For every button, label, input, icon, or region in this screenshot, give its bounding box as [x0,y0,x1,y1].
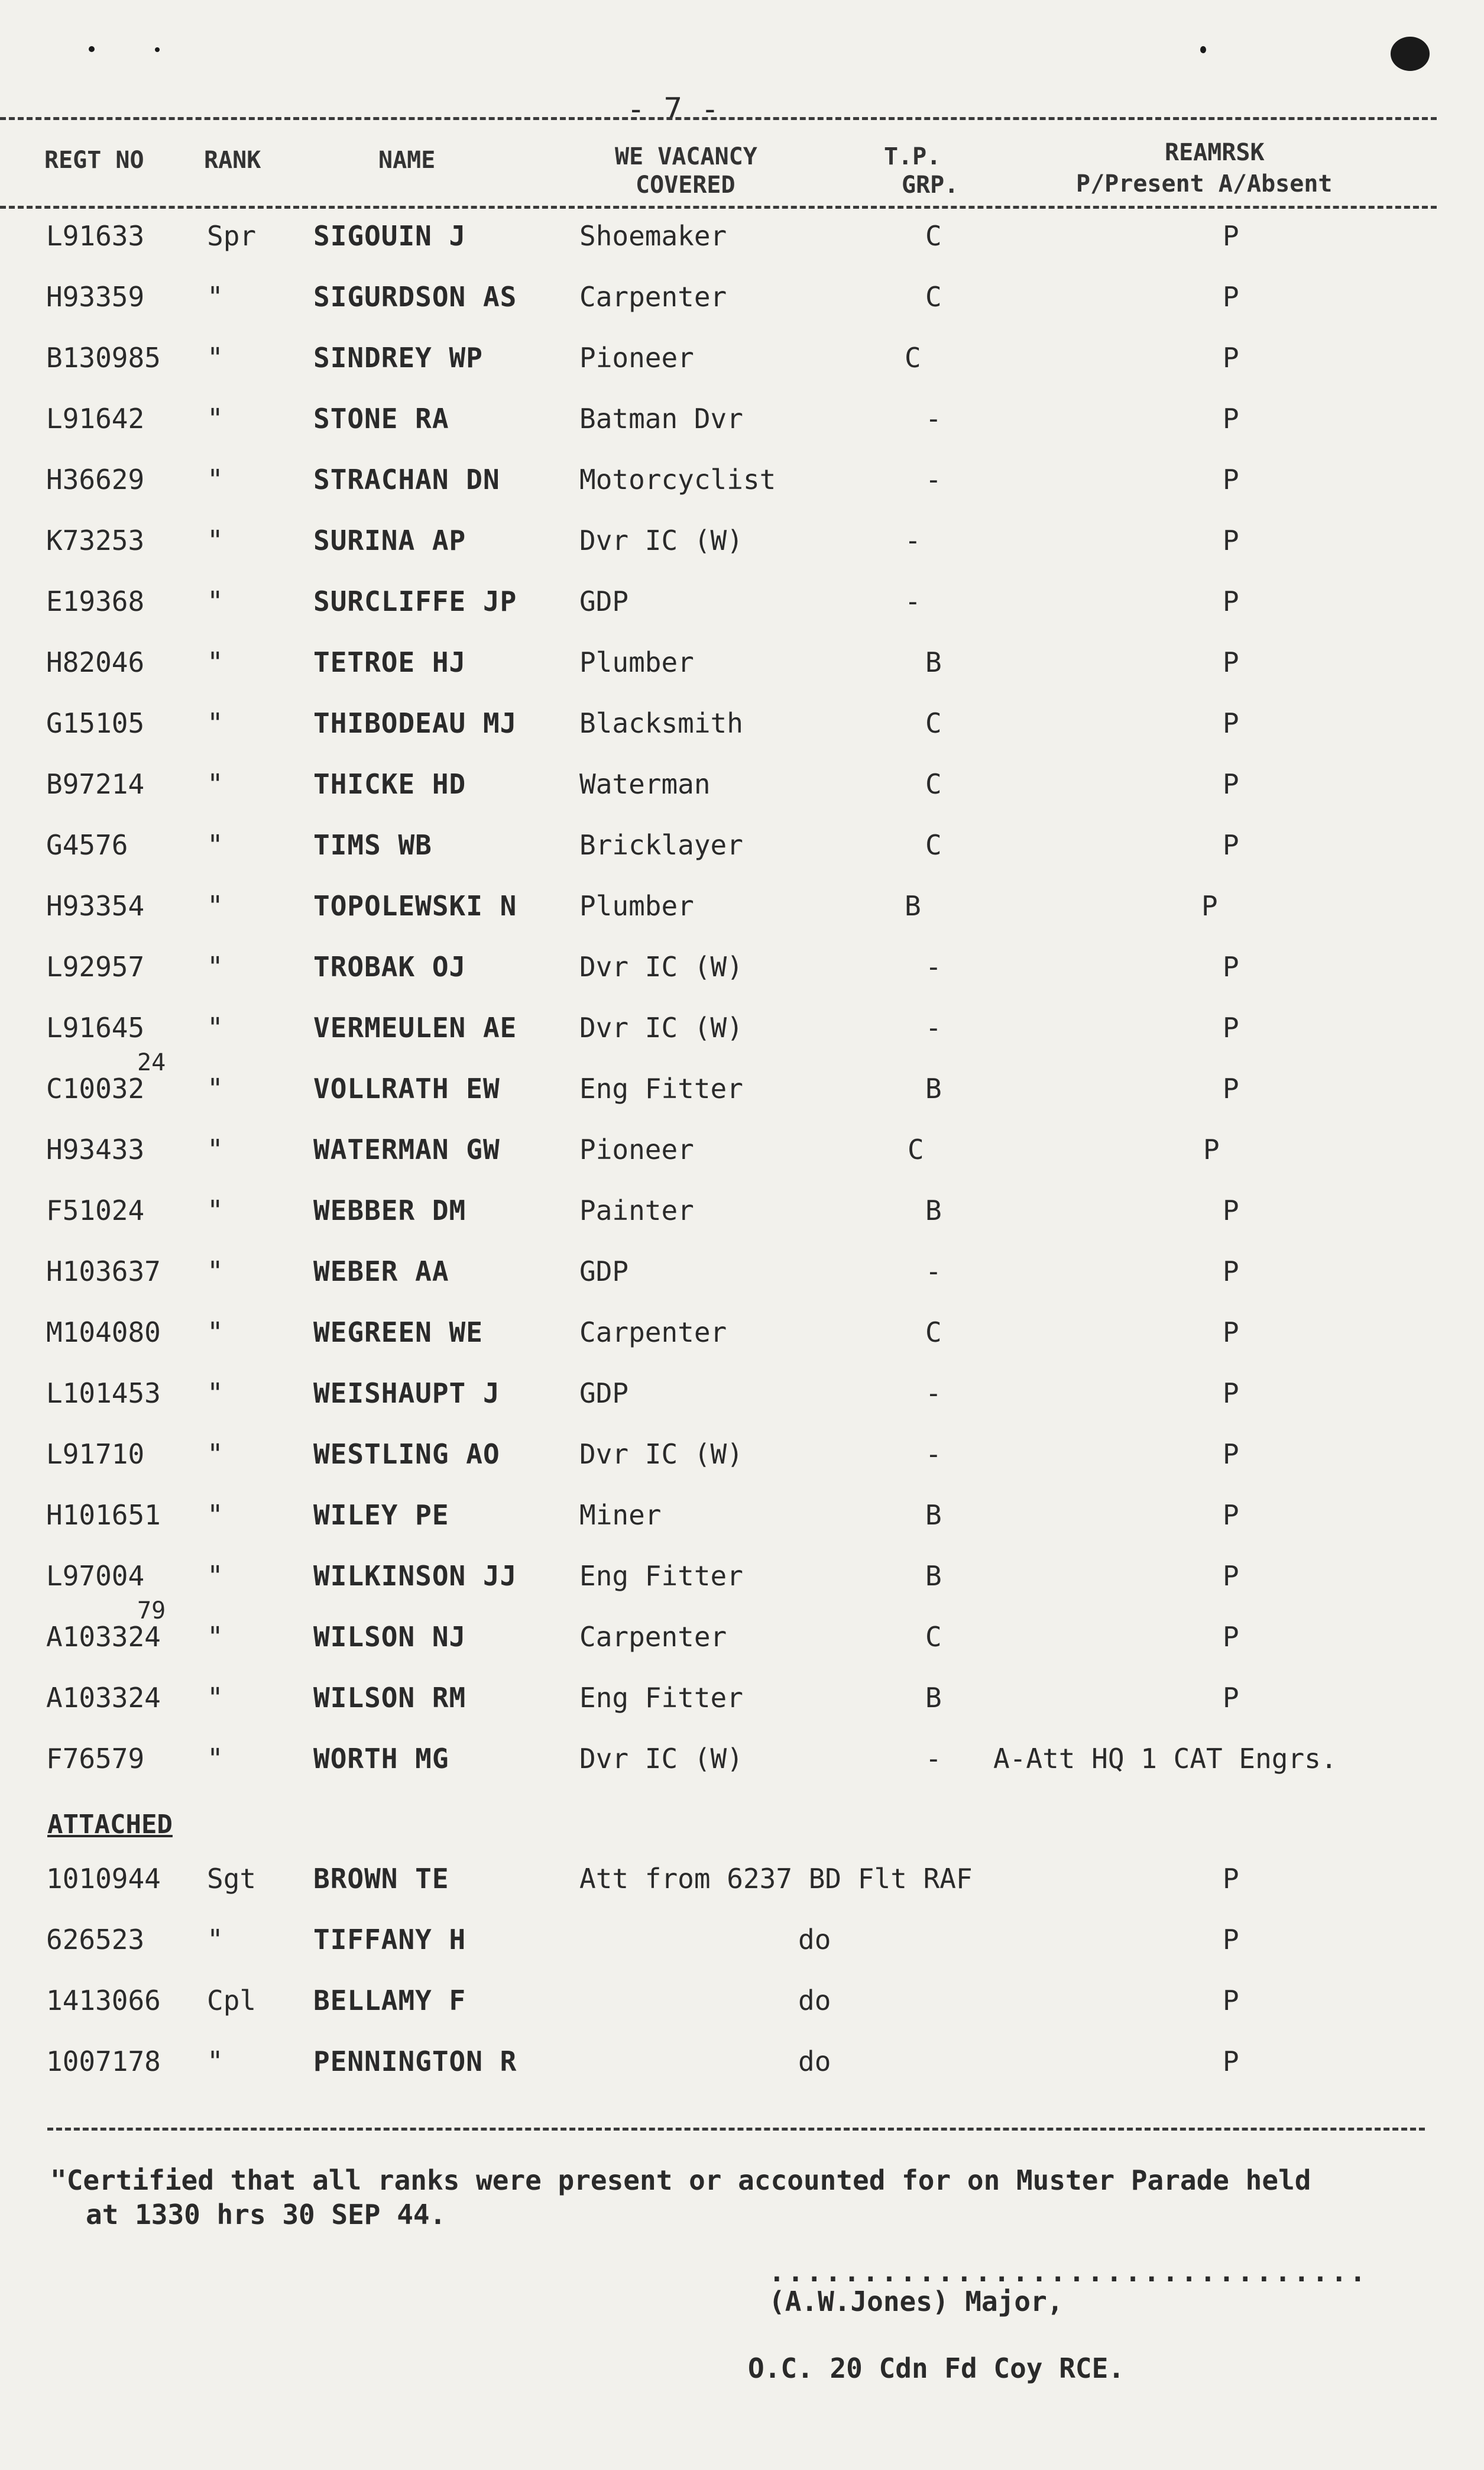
name-cell: WILEY PE [313,1499,449,1531]
name-cell: WESTLING AO [313,1438,500,1470]
regt-no-cell: L97004 [46,1560,145,1592]
ink-speck-mark [155,47,160,52]
remarks-cell: P [1223,281,1239,313]
remarks-cell: P [1223,829,1239,861]
grp-cell: - [925,951,942,983]
regt-no-cell: L101453 [46,1377,161,1409]
grp-cell: B [925,1194,942,1226]
table-row [0,281,1484,342]
regt-no-cell: A103324 [46,1682,161,1714]
regt-no-cell: L92957 [46,951,145,983]
remarks-cell: P [1223,1438,1239,1470]
regt-no-cell: 626523 [46,1924,145,1956]
table-row [0,220,1484,281]
grp-cell: - [925,1743,942,1775]
remarks-cell: P [1223,951,1239,983]
remarks-cell: P [1223,1621,1239,1653]
rank-cell: Cpl [207,1985,257,2016]
grp-cell: B [925,646,942,678]
ink-speck-mark [89,46,95,52]
table-row [0,1985,1484,2045]
remarks-cell: P [1223,464,1239,496]
regt-no-cell: L91633 [46,220,145,252]
remarks-cell: P [1223,1194,1239,1226]
name-cell: THICKE HD [313,768,466,800]
signature-name: (A.W.Jones) Major, [769,2286,1064,2317]
remarks-cell: P [1223,1499,1239,1531]
remarks-cell: P [1223,1924,1239,1956]
vacancy-cell: Shoemaker [579,220,727,252]
remarks-cell: P [1223,1682,1239,1714]
table-row [0,1194,1484,1255]
vacancy-cell: Carpenter [579,281,727,313]
regt-no-cell: 1007178 [46,2045,161,2077]
rank-cell: " [207,1560,223,1592]
vacancy-cell: Att from 6237 BD Flt RAF [579,1863,973,1895]
table-row [0,1316,1484,1377]
rank-cell: " [207,525,223,556]
name-cell: WILSON RM [313,1682,466,1714]
remarks-cell: P [1223,220,1239,252]
table-row [0,768,1484,829]
remarks-cell: P [1223,1073,1239,1105]
table-row [0,403,1484,464]
header-top-divider [0,117,1437,120]
table-row [0,707,1484,768]
name-cell: TIMS WB [313,829,432,861]
grp-cell: C [925,1316,942,1348]
regt-no-cell: E19368 [46,585,145,617]
regt-no-cell: B97214 [46,768,145,800]
header-remarks-line1: REAMRSK [1165,139,1265,166]
rank-cell: " [207,1134,223,1166]
table-row [0,1012,1484,1073]
regt-no-correction: 24 [137,1049,166,1076]
rank-cell: " [207,403,223,435]
vacancy-cell: Dvr IC (W) [579,951,743,983]
vacancy-cell: Eng Fitter [579,1560,743,1592]
vacancy-cell: Plumber [579,646,694,678]
grp-cell: - [905,525,921,556]
name-cell: THIBODEAU MJ [313,707,517,739]
table-row [0,585,1484,646]
name-cell: BROWN TE [313,1863,449,1895]
rank-cell: " [207,1377,223,1409]
vacancy-cell: do [798,1924,831,1956]
name-cell: WATERMAN GW [313,1134,500,1166]
rank-cell: " [207,281,223,313]
grp-cell: B [925,1499,942,1531]
remarks-cell: P [1223,1560,1239,1592]
header-bottom-divider [0,206,1437,209]
name-cell: WILSON NJ [313,1621,466,1653]
table-row [0,646,1484,707]
name-cell: SINDREY WP [313,342,483,374]
rank-cell: Sgt [207,1863,257,1895]
rank-cell: " [207,1682,223,1714]
regt-no-cell: 1010944 [46,1863,161,1895]
vacancy-cell: do [798,2045,831,2077]
name-cell: BELLAMY F [313,1985,466,2016]
remarks-cell: P [1223,1863,1239,1895]
vacancy-cell: GDP [579,1377,629,1409]
ink-blot-mark [1391,37,1430,71]
table-row [0,829,1484,890]
regt-no-cell: L91645 [46,1012,145,1044]
remarks-cell: P [1223,707,1239,739]
table-row [0,1560,1484,1621]
vacancy-cell: Carpenter [579,1316,727,1348]
grp-cell: B [925,1682,942,1714]
table-row [0,1499,1484,1560]
name-cell: SIGOUIN J [313,220,466,252]
rank-cell: Spr [207,220,257,252]
vacancy-cell: Plumber [579,890,694,922]
vacancy-cell: Dvr IC (W) [579,1012,743,1044]
regt-no-cell: C10032 [46,1073,145,1105]
table-row [0,1743,1484,1804]
remarks-cell: P [1223,1316,1239,1348]
rank-cell: " [207,1012,223,1044]
vacancy-cell: Eng Fitter [579,1682,743,1714]
vacancy-cell: Carpenter [579,1621,727,1653]
name-cell: WILKINSON JJ [313,1560,517,1592]
remarks-cell: A-Att HQ 1 CAT Engrs. [993,1743,1337,1775]
header-grp-line1: T.P. [884,143,941,170]
grp-cell: B [925,1073,942,1105]
rank-cell: " [207,342,223,374]
ink-speck-mark [1200,46,1206,53]
table-row [0,1682,1484,1743]
regt-no-cell: L91710 [46,1438,145,1470]
table-row [0,342,1484,403]
remarks-cell: P [1223,342,1239,374]
regt-no-cell: H103637 [46,1255,161,1287]
grp-cell: C [925,707,942,739]
grp-cell: B [905,890,921,922]
remarks-cell: P [1223,585,1239,617]
vacancy-cell: Blacksmith [579,707,743,739]
rank-cell: " [207,768,223,800]
vacancy-cell: Bricklayer [579,829,743,861]
remarks-cell: P [1223,1377,1239,1409]
grp-cell: - [925,464,942,496]
remarks-cell: P [1223,1012,1239,1044]
grp-cell: - [925,1438,942,1470]
remarks-cell: P [1223,525,1239,556]
vacancy-cell: Dvr IC (W) [579,1438,743,1470]
vacancy-cell: do [798,1985,831,2016]
remarks-cell: P [1223,768,1239,800]
name-cell: VOLLRATH EW [313,1073,500,1105]
rank-cell: " [207,1743,223,1775]
table-row [0,1597,1484,1682]
regt-no-cell: 1413066 [46,1985,161,2016]
rank-cell: " [207,1255,223,1287]
table-row [0,525,1484,585]
remarks-cell: P [1201,890,1218,922]
rank-cell: " [207,829,223,861]
regt-no-cell: H101651 [46,1499,161,1531]
table-row [0,1255,1484,1316]
name-cell: WORTH MG [313,1743,449,1775]
rank-cell: " [207,1924,223,1956]
table-row [0,464,1484,525]
rank-cell: " [207,1499,223,1531]
vacancy-cell: Pioneer [579,342,694,374]
name-cell: WEBBER DM [313,1194,466,1226]
name-cell: VERMEULEN AE [313,1012,517,1044]
vacancy-cell: Dvr IC (W) [579,1743,743,1775]
grp-cell: C [925,220,942,252]
certification-line-1: "Certified that all ranks were present or accounted for on Muster Parade held [50,2164,1311,2196]
grp-cell: - [925,1377,942,1409]
regt-no-cell: H36629 [46,464,145,496]
footer-divider [47,2128,1425,2131]
grp-cell: C [925,281,942,313]
header-vacancy-line2: COVERED [636,171,735,199]
rank-cell: " [207,1621,223,1653]
remarks-cell: P [1223,2045,1239,2077]
grp-cell: - [925,403,942,435]
name-cell: TOPOLEWSKI N [313,890,517,922]
regt-no-cell: F76579 [46,1743,145,1775]
regt-no-cell: K73253 [46,525,145,556]
rank-cell: " [207,1316,223,1348]
regt-no-cell: H93359 [46,281,145,313]
signature-title: O.C. 20 Cdn Fd Coy RCE. [748,2352,1125,2384]
remarks-cell: P [1223,646,1239,678]
regt-no-cell: A103324 [46,1621,161,1653]
name-cell: TROBAK OJ [313,951,466,983]
grp-cell: C [925,768,942,800]
regt-no-cell: B130985 [46,342,161,374]
name-cell: SIGURDSON AS [313,281,517,313]
rank-cell: " [207,646,223,678]
remarks-cell: P [1223,403,1239,435]
regt-no-cell: L91642 [46,403,145,435]
regt-no-cell: H93433 [46,1134,145,1166]
vacancy-cell: GDP [579,585,629,617]
name-cell: WEISHAUPT J [313,1377,500,1409]
table-row [0,1924,1484,1985]
grp-cell: C [908,1134,924,1166]
table-row [0,890,1484,951]
rank-cell: " [207,707,223,739]
page-number: - 7 - [627,92,720,127]
regt-no-cell: H82046 [46,646,145,678]
vacancy-cell: Waterman [579,768,711,800]
header-regt-no: REGT NO [44,147,144,174]
regt-no-correction: 79 [137,1597,166,1624]
rank-cell: " [207,951,223,983]
grp-cell: - [905,585,921,617]
regt-no-cell: G4576 [46,829,128,861]
vacancy-cell: GDP [579,1255,629,1287]
remarks-cell: P [1203,1134,1220,1166]
rank-cell: " [207,890,223,922]
attached-heading: ATTACHED [47,1809,173,1840]
vacancy-cell: Eng Fitter [579,1073,743,1105]
table-row [0,1049,1484,1134]
vacancy-cell: Dvr IC (W) [579,525,743,556]
table-row [0,2045,1484,2106]
table-row [0,1438,1484,1499]
rank-cell: " [207,1073,223,1105]
rank-cell: " [207,1438,223,1470]
name-cell: PENNINGTON R [313,2045,517,2077]
name-cell: STONE RA [313,403,449,435]
name-cell: WEGREEN WE [313,1316,483,1348]
table-row [0,1134,1484,1194]
grp-cell: C [905,342,921,374]
table-row [0,951,1484,1012]
name-cell: TIFFANY H [313,1924,466,1956]
grp-cell: - [925,1012,942,1044]
rank-cell: " [207,2045,223,2077]
regt-no-cell: F51024 [46,1194,145,1226]
name-cell: STRACHAN DN [313,464,500,496]
name-cell: SURCLIFFE JP [313,585,517,617]
vacancy-cell: Pioneer [579,1134,694,1166]
header-grp-line2: GRP. [902,171,959,199]
signature-line: ................................ [769,2256,1369,2288]
table-row [0,1863,1484,1924]
name-cell: TETROE HJ [313,646,466,678]
name-cell: SURINA AP [313,525,466,556]
header-rank: RANK [204,147,261,174]
remarks-cell: P [1223,1255,1239,1287]
vacancy-cell: Miner [579,1499,662,1531]
header-remarks-line2: P/Present A/Absent [1076,170,1333,198]
grp-cell: C [925,829,942,861]
vacancy-cell: Batman Dvr [579,403,743,435]
header-name: NAME [378,147,436,174]
table-row [0,1377,1484,1438]
header-vacancy-line1: WE VACANCY [615,143,757,170]
regt-no-cell: H93354 [46,890,145,922]
name-cell: WEBER AA [313,1255,449,1287]
rank-cell: " [207,1194,223,1226]
regt-no-cell: G15105 [46,707,145,739]
grp-cell: - [925,1255,942,1287]
rank-cell: " [207,464,223,496]
regt-no-cell: M104080 [46,1316,161,1348]
certification-line-2: at 1330 hrs 30 SEP 44. [86,2199,446,2231]
vacancy-cell: Painter [579,1194,694,1226]
grp-cell: C [925,1621,942,1653]
remarks-cell: P [1223,1985,1239,2016]
grp-cell: B [925,1560,942,1592]
vacancy-cell: Motorcyclist [579,464,776,496]
rank-cell: " [207,585,223,617]
